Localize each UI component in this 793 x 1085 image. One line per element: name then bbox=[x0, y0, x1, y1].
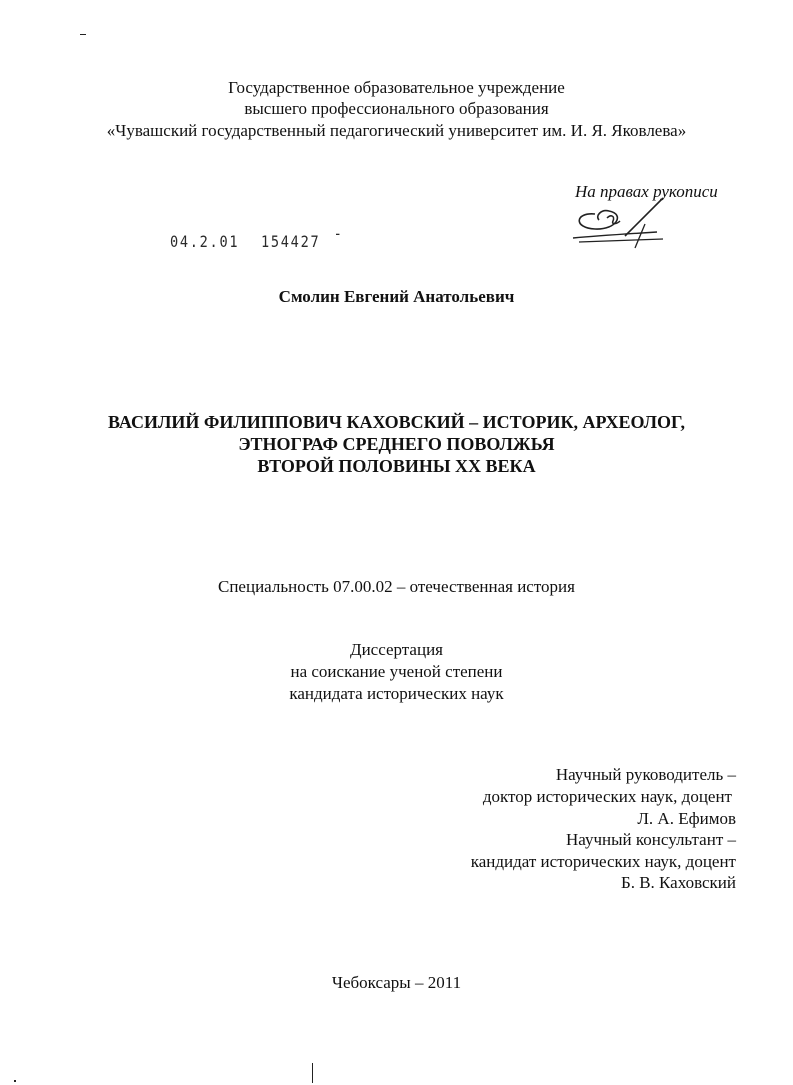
stamp-tick: - bbox=[333, 224, 344, 243]
scan-mark-bottom bbox=[312, 1063, 313, 1083]
stamp-date: 04.2.01 bbox=[170, 232, 240, 251]
consultant-name: Б. В. Каховский bbox=[620, 873, 736, 892]
degree-line-3: кандидата исторических наук bbox=[289, 684, 504, 703]
specialty: Специальность 07.00.02 – отечественная история bbox=[218, 577, 575, 596]
stamp-number: 154427 bbox=[261, 232, 321, 251]
degree-line-1: Диссертация bbox=[349, 640, 443, 659]
supervisor-degree: доктор исторических наук, доцент bbox=[482, 787, 732, 806]
supervisor-role: Научный руководитель – bbox=[555, 765, 736, 784]
scan-mark-corner bbox=[14, 1080, 16, 1082]
archive-stamp bbox=[170, 224, 344, 251]
consultant-degree: кандидат исторических наук, доцент bbox=[470, 852, 736, 871]
title-line-3: ВТОРОЙ ПОЛОВИНЫ ХХ ВЕКА bbox=[257, 456, 536, 476]
institution-line-1: Государственное образовательное учреждение bbox=[228, 78, 565, 97]
title-line-2: ЭТНОГРАФ СРЕДНЕГО ПОВОЛЖЬЯ bbox=[238, 434, 555, 454]
consultant-role: Научный консультант – bbox=[566, 830, 736, 849]
signature-icon bbox=[565, 196, 685, 256]
author-name: Смолин Евгений Анатольевич bbox=[278, 287, 515, 306]
degree-line-2: на соискание ученой степени bbox=[290, 662, 503, 681]
supervisor-name: Л. А. Ефимов bbox=[637, 809, 736, 828]
scan-mark-top bbox=[80, 34, 86, 35]
city-year: Чебоксары – 2011 bbox=[331, 973, 462, 992]
institution-line-3: «Чувашский государственный педагогический университет им. И. Я. Яковлева» bbox=[106, 121, 687, 140]
manuscript-note: На правах рукописи bbox=[575, 182, 718, 201]
institution-line-2: высшего профессионального образования bbox=[244, 99, 549, 118]
title-line-1: ВАСИЛИЙ ФИЛИППОВИЧ КАХОВСКИЙ – ИСТОРИК, АРХЕОЛОГ, bbox=[108, 412, 685, 432]
